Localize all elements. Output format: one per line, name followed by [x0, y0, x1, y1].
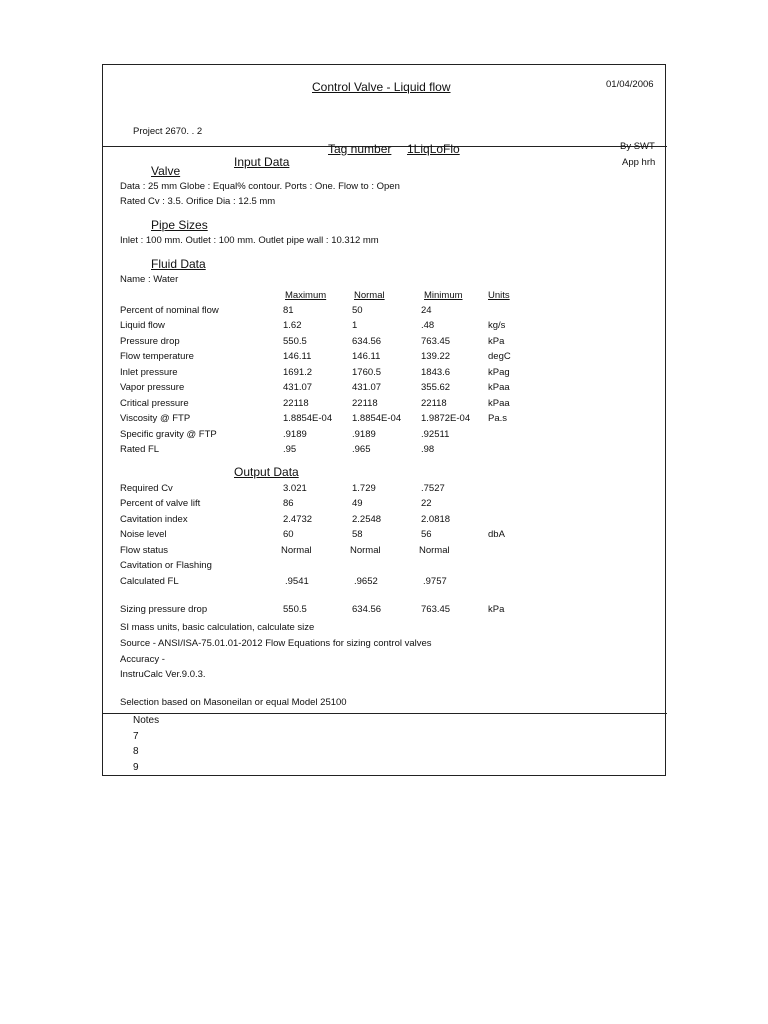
row-max: 22118 [283, 398, 309, 409]
row-max: 2.4732 [283, 514, 313, 525]
row-min: 763.45 [421, 604, 451, 615]
row-normal: 58 [352, 529, 363, 540]
footer-line: SI mass units, basic calculation, calculate size [120, 622, 315, 633]
row-label: Pressure drop [120, 336, 180, 347]
row-units: dbA [488, 529, 505, 540]
row-max: Normal [281, 545, 312, 556]
row-min: .92511 [421, 429, 450, 440]
row-units: kPaa [488, 382, 510, 393]
row-max: 1.8854E-04 [283, 413, 333, 424]
selection-line: Selection based on Masoneilan or equal Model 25100 [120, 697, 347, 708]
row-min: 1843.6 [421, 367, 451, 378]
row-label: Flow status [120, 545, 169, 556]
row-min: 24 [421, 305, 432, 316]
row-label: Liquid flow [120, 320, 165, 331]
row-max: 1.62 [283, 320, 302, 331]
row-max: .9189 [283, 429, 307, 440]
row-min: .98 [421, 444, 435, 455]
row-normal: 634.56 [352, 336, 382, 347]
pipe-sizes-heading: Pipe Sizes [151, 218, 208, 232]
row-units: kPaa [488, 398, 510, 409]
row-normal: 49 [352, 498, 363, 509]
note-item: 7 [133, 731, 139, 742]
row-normal: 431.07 [352, 382, 382, 393]
row-max: 1691.2 [283, 367, 313, 378]
row-label: Cavitation or Flashing [120, 560, 212, 571]
row-units: kPa [488, 336, 505, 347]
row-max: 550.5 [283, 604, 307, 615]
row-min: 22 [421, 498, 432, 509]
row-label: Flow temperature [120, 351, 194, 362]
row-min: Normal [419, 545, 450, 556]
row-min: .7527 [421, 483, 445, 494]
row-min: 56 [421, 529, 432, 540]
column-header-normal: Normal [354, 290, 385, 301]
row-label: Percent of valve lift [120, 498, 201, 509]
row-label: Required Cv [120, 483, 173, 494]
row-min: 355.62 [421, 382, 451, 393]
row-max: .95 [283, 444, 297, 455]
note-item: 8 [133, 746, 139, 757]
notes-label: Notes [133, 715, 160, 726]
row-max: 146.11 [283, 351, 312, 362]
row-min: 22118 [421, 398, 447, 409]
row-label: Noise level [120, 529, 167, 540]
footer-line: Source - ANSI/ISA-75.01.01-2012 Flow Equations for sizing control valves [120, 638, 432, 649]
column-header-maximum: Maximum [285, 290, 327, 301]
row-max: 550.5 [283, 336, 307, 347]
row-units: kPag [488, 367, 510, 378]
row-units: Pa.s [488, 413, 508, 424]
tag-number-value: 1LiqLoFlo [407, 142, 460, 156]
output-data-heading: Output Data [234, 465, 299, 479]
row-normal: .965 [352, 444, 371, 455]
document-title: Control Valve - Liquid flow [312, 80, 451, 94]
project-number: Project 2670. . 2 [133, 126, 203, 137]
row-min: .48 [421, 320, 435, 331]
row-min: 1.9872E-04 [421, 413, 471, 424]
input-data-heading: Input Data [234, 155, 290, 169]
row-label: Vapor pressure [120, 382, 185, 393]
row-normal: 1 [352, 320, 358, 331]
row-max: 60 [283, 529, 294, 540]
row-normal: .9652 [354, 576, 378, 587]
note-item: 9 [133, 762, 139, 773]
prepared-by: By SWT [620, 141, 655, 152]
row-normal: Normal [350, 545, 381, 556]
row-max: 86 [283, 498, 294, 509]
valve-rated-line: Rated Cv : 3.5. Orifice Dia : 12.5 mm [120, 196, 276, 207]
row-units: degC [488, 351, 511, 362]
column-header-units: Units [488, 290, 510, 301]
row-normal: 1.729 [352, 483, 376, 494]
tag-number-label: Tag number [328, 142, 392, 156]
row-label: Sizing pressure drop [120, 604, 208, 615]
row-normal: 634.56 [352, 604, 382, 615]
row-label: Calculated FL [120, 576, 179, 587]
footer-line: InstruCalc Ver.9.0.3. [120, 669, 206, 680]
row-min: 139.22 [421, 351, 451, 362]
pipe-sizes-line: Inlet : 100 mm. Outlet : 100 mm. Outlet pipe wall : 10.312 mm [120, 235, 379, 246]
row-normal: .9189 [352, 429, 376, 440]
row-label: Viscosity @ FTP [120, 413, 191, 424]
row-max: 3.021 [283, 483, 307, 494]
row-normal: 1760.5 [352, 367, 382, 378]
valve-heading: Valve [151, 164, 181, 178]
fluid-data-heading: Fluid Data [151, 257, 206, 271]
row-normal: 50 [352, 305, 363, 316]
row-normal: 146.11 [352, 351, 381, 362]
approved-by: App hrh [622, 157, 656, 168]
row-normal: 22118 [352, 398, 378, 409]
valve-data-line: Data : 25 mm Globe : Equal% contour. Ports : One. Flow to : Open [120, 181, 400, 192]
row-normal: 2.2548 [352, 514, 382, 525]
footer-line: Accuracy - [120, 654, 165, 665]
row-label: Specific gravity @ FTP [120, 429, 217, 440]
row-label: Critical pressure [120, 398, 189, 409]
row-label: Cavitation index [120, 514, 188, 525]
row-max: .9541 [285, 576, 309, 587]
fluid-name-line: Name : Water [120, 274, 179, 285]
row-max: 81 [283, 305, 294, 316]
column-header-minimum: Minimum [424, 290, 463, 301]
document-date: 01/04/2006 [606, 79, 654, 90]
row-min: .9757 [423, 576, 447, 587]
row-min: 763.45 [421, 336, 451, 347]
notes-divider [102, 713, 667, 714]
row-label: Percent of nominal flow [120, 305, 219, 316]
row-label: Rated FL [120, 444, 160, 455]
row-min: 2.0818 [421, 514, 451, 525]
row-label: Inlet pressure [120, 367, 178, 378]
row-max: 431.07 [283, 382, 313, 393]
row-units: kg/s [488, 320, 506, 331]
row-normal: 1.8854E-04 [352, 413, 402, 424]
row-units: kPa [488, 604, 505, 615]
